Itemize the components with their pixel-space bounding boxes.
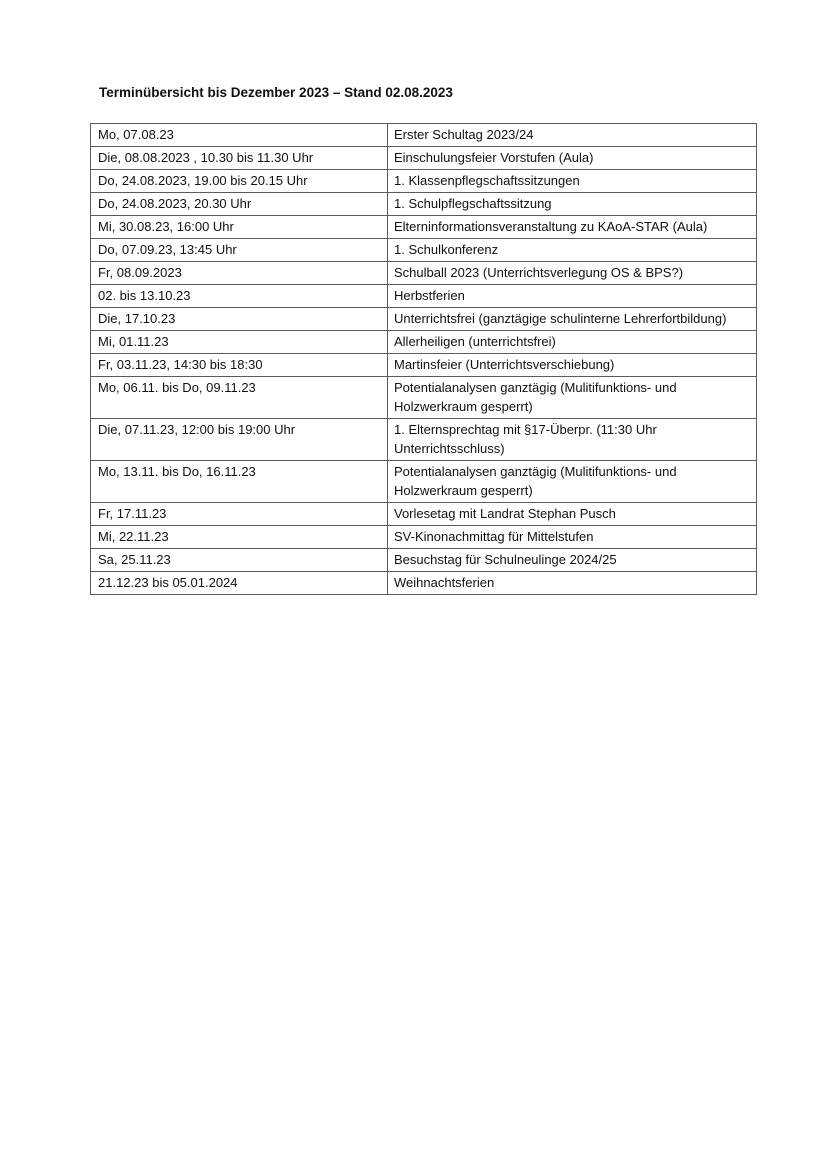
- table-row: [91, 354, 757, 377]
- table-row: [91, 419, 757, 461]
- event-cell: Erster Schultag 2023/24: [388, 124, 757, 147]
- date-cell: Mo, 13.11. bis Do, 16.11.23: [91, 461, 388, 503]
- date-cell: Mi, 22.11.23: [91, 526, 388, 549]
- date-cell: Fr, 03.11.23, 14:30 bis 18:30: [91, 354, 388, 377]
- event-cell: 1. Schulpflegschaftssitzung: [388, 193, 757, 216]
- table-row: [91, 216, 757, 239]
- event-cell: Besuchstag für Schulneulinge 2024/25: [388, 549, 757, 572]
- date-cell: Die, 08.08.2023 , 10.30 bis 11.30 Uhr: [91, 147, 388, 170]
- date-cell: Do, 24.08.2023, 20.30 Uhr: [91, 193, 388, 216]
- date-cell: Fr, 08.09.2023: [91, 262, 388, 285]
- date-cell: 02. bis 13.10.23: [91, 285, 388, 308]
- event-cell: Potentialanalysen ganztägig (Mulitifunktions- und Holzwerkraum gesperrt): [388, 377, 757, 419]
- event-cell: Allerheiligen (unterrichtsfrei): [388, 331, 757, 354]
- date-cell: Die, 17.10.23: [91, 308, 388, 331]
- table-row: [91, 170, 757, 193]
- event-cell: Potentialanalysen ganztägig (Mulitifunktions- und Holzwerkraum gesperrt): [388, 461, 757, 503]
- document-title: Terminübersicht bis Dezember 2023 – Stand 02.08.2023: [99, 85, 453, 100]
- table-row: [91, 239, 757, 262]
- table-row: [91, 262, 757, 285]
- event-cell: Schulball 2023 (Unterrichtsverlegung OS & BPS?): [388, 262, 757, 285]
- event-cell: Einschulungsfeier Vorstufen (Aula): [388, 147, 757, 170]
- event-cell: Weihnachtsferien: [388, 572, 757, 595]
- date-cell: Die, 07.11.23, 12:00 bis 19:00 Uhr: [91, 419, 388, 461]
- date-cell: Mo, 06.11. bis Do, 09.11.23: [91, 377, 388, 419]
- table-row: [91, 331, 757, 354]
- table-row: [91, 503, 757, 526]
- event-cell: SV-Kinonachmittag für Mittelstufen: [388, 526, 757, 549]
- schedule-table: [90, 123, 757, 595]
- date-cell: Fr, 17.11.23: [91, 503, 388, 526]
- date-cell: Mo, 07.08.23: [91, 124, 388, 147]
- table-row: [91, 549, 757, 572]
- event-cell: Unterrichtsfrei (ganztägige schulinterne Lehrerfortbildung): [388, 308, 757, 331]
- event-cell: Vorlesetag mit Landrat Stephan Pusch: [388, 503, 757, 526]
- table-row: [91, 377, 757, 419]
- event-cell: Elterninformationsveranstaltung zu KAoA-STAR (Aula): [388, 216, 757, 239]
- table-row: [91, 124, 757, 147]
- date-cell: Mi, 01.11.23: [91, 331, 388, 354]
- date-cell: Mi, 30.08.23, 16:00 Uhr: [91, 216, 388, 239]
- event-cell: 1. Elternsprechtag mit §17-Überpr. (11:30 Uhr Unterrichtsschluss): [388, 419, 757, 461]
- event-cell: 1. Schulkonferenz: [388, 239, 757, 262]
- table-row: [91, 526, 757, 549]
- table-row: [91, 308, 757, 331]
- table-row: [91, 193, 757, 216]
- date-cell: Do, 24.08.2023, 19.00 bis 20.15 Uhr: [91, 170, 388, 193]
- date-cell: Sa, 25.11.23: [91, 549, 388, 572]
- event-cell: 1. Klassenpflegschaftssitzungen: [388, 170, 757, 193]
- table-row: [91, 572, 757, 595]
- table-row: [91, 285, 757, 308]
- table-row: [91, 461, 757, 503]
- date-cell: Do, 07.09.23, 13:45 Uhr: [91, 239, 388, 262]
- event-cell: Martinsfeier (Unterrichtsverschiebung): [388, 354, 757, 377]
- date-cell: 21.12.23 bis 05.01.2024: [91, 572, 388, 595]
- table-row: [91, 147, 757, 170]
- event-cell: Herbstferien: [388, 285, 757, 308]
